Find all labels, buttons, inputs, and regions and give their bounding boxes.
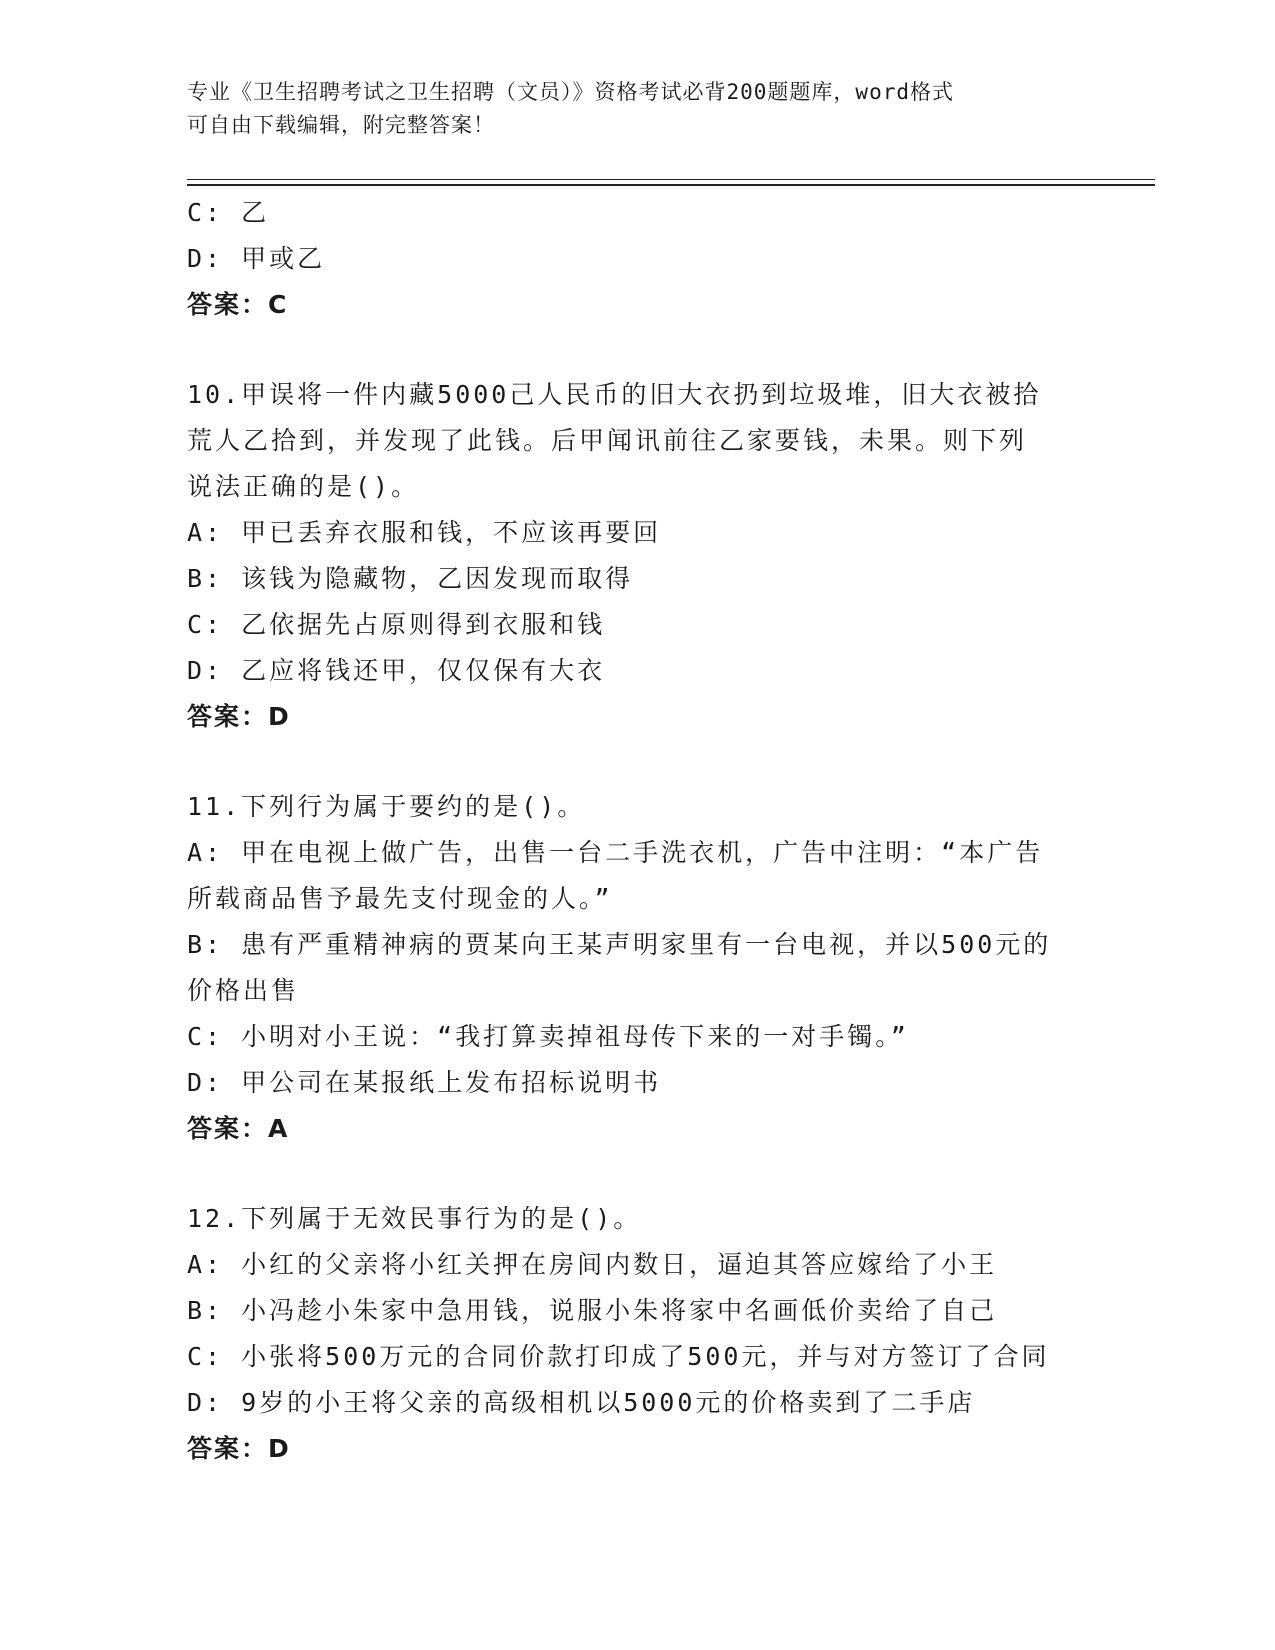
question-stem: 说法正确的是()。 [187, 472, 420, 501]
answer-line: 答案：C [187, 290, 289, 319]
option-b: B: 患有严重精神病的贾某向王某声明家里有一台电视，并以500元的 [187, 930, 1052, 959]
option-c: C: 乙依据先占原则得到衣服和钱 [187, 610, 606, 639]
option-b-continued: 价格出售 [187, 976, 300, 1005]
option-a: A: 甲已丢弃衣服和钱，不应该再要回 [187, 518, 662, 547]
question-stem: 11.下列行为属于要约的是()。 [187, 792, 586, 821]
question-stem: 荒人乙拾到，并发现了此钱。后甲闻讯前往乙家要钱，未果。则下列 [187, 426, 1028, 455]
question-block-11 [187, 784, 1087, 1152]
option-a: A: 甲在电视上做广告，出售一台二手洗衣机，广告中注明：“本广告 [187, 838, 1044, 867]
answer-line: 答案：D [187, 1434, 291, 1463]
header-line-1: 专业《卫生招聘考试之卫生招聘（文员）》资格考试必背200题题库，word格式 [187, 80, 954, 104]
option-c: C: 小张将500万元的合同价款打印成了500元，并与对方签订了合同 [187, 1342, 1050, 1371]
option-d: D: 甲公司在某报纸上发布招标说明书 [187, 1068, 662, 1097]
question-stem: 10.甲误将一件内藏5000己人民币的旧大衣扔到垃圾堆，旧大衣被拾 [187, 380, 1042, 409]
answer-line: 答案：A [187, 1114, 290, 1143]
option-d: D: 9岁的小王将父亲的高级相机以5000元的价格卖到了二手店 [187, 1388, 976, 1417]
header-divider-thin [187, 179, 1155, 180]
option-c: C: 乙 [187, 198, 270, 227]
question-list [187, 190, 1087, 1472]
header-divider-thick [187, 184, 1155, 186]
question-block-12 [187, 1196, 1087, 1472]
option-a-continued: 所载商品售予最先支付现金的人。” [187, 884, 613, 913]
option-c: C: 小明对小王说：“我打算卖掉祖母传下来的一对手镯。” [187, 1022, 909, 1051]
option-b: B: 该钱为隐藏物，乙因发现而取得 [187, 564, 634, 593]
option-d: D: 乙应将钱还甲，仅仅保有大衣 [187, 656, 606, 685]
question-block-prev [187, 190, 1087, 328]
page-header [187, 76, 1087, 142]
answer-line: 答案：D [187, 702, 291, 731]
header-line-2: 可自由下载编辑，附完整答案！ [187, 113, 495, 137]
question-block-10 [187, 372, 1087, 740]
option-b: B: 小冯趁小朱家中急用钱，说服小朱将家中名画低价卖给了自己 [187, 1296, 998, 1325]
option-a: A: 小红的父亲将小红关押在房间内数日，逼迫其答应嫁给了小王 [187, 1250, 998, 1279]
option-d: D: 甲或乙 [187, 244, 326, 273]
question-stem: 12.下列属于无效民事行为的是()。 [187, 1204, 642, 1233]
